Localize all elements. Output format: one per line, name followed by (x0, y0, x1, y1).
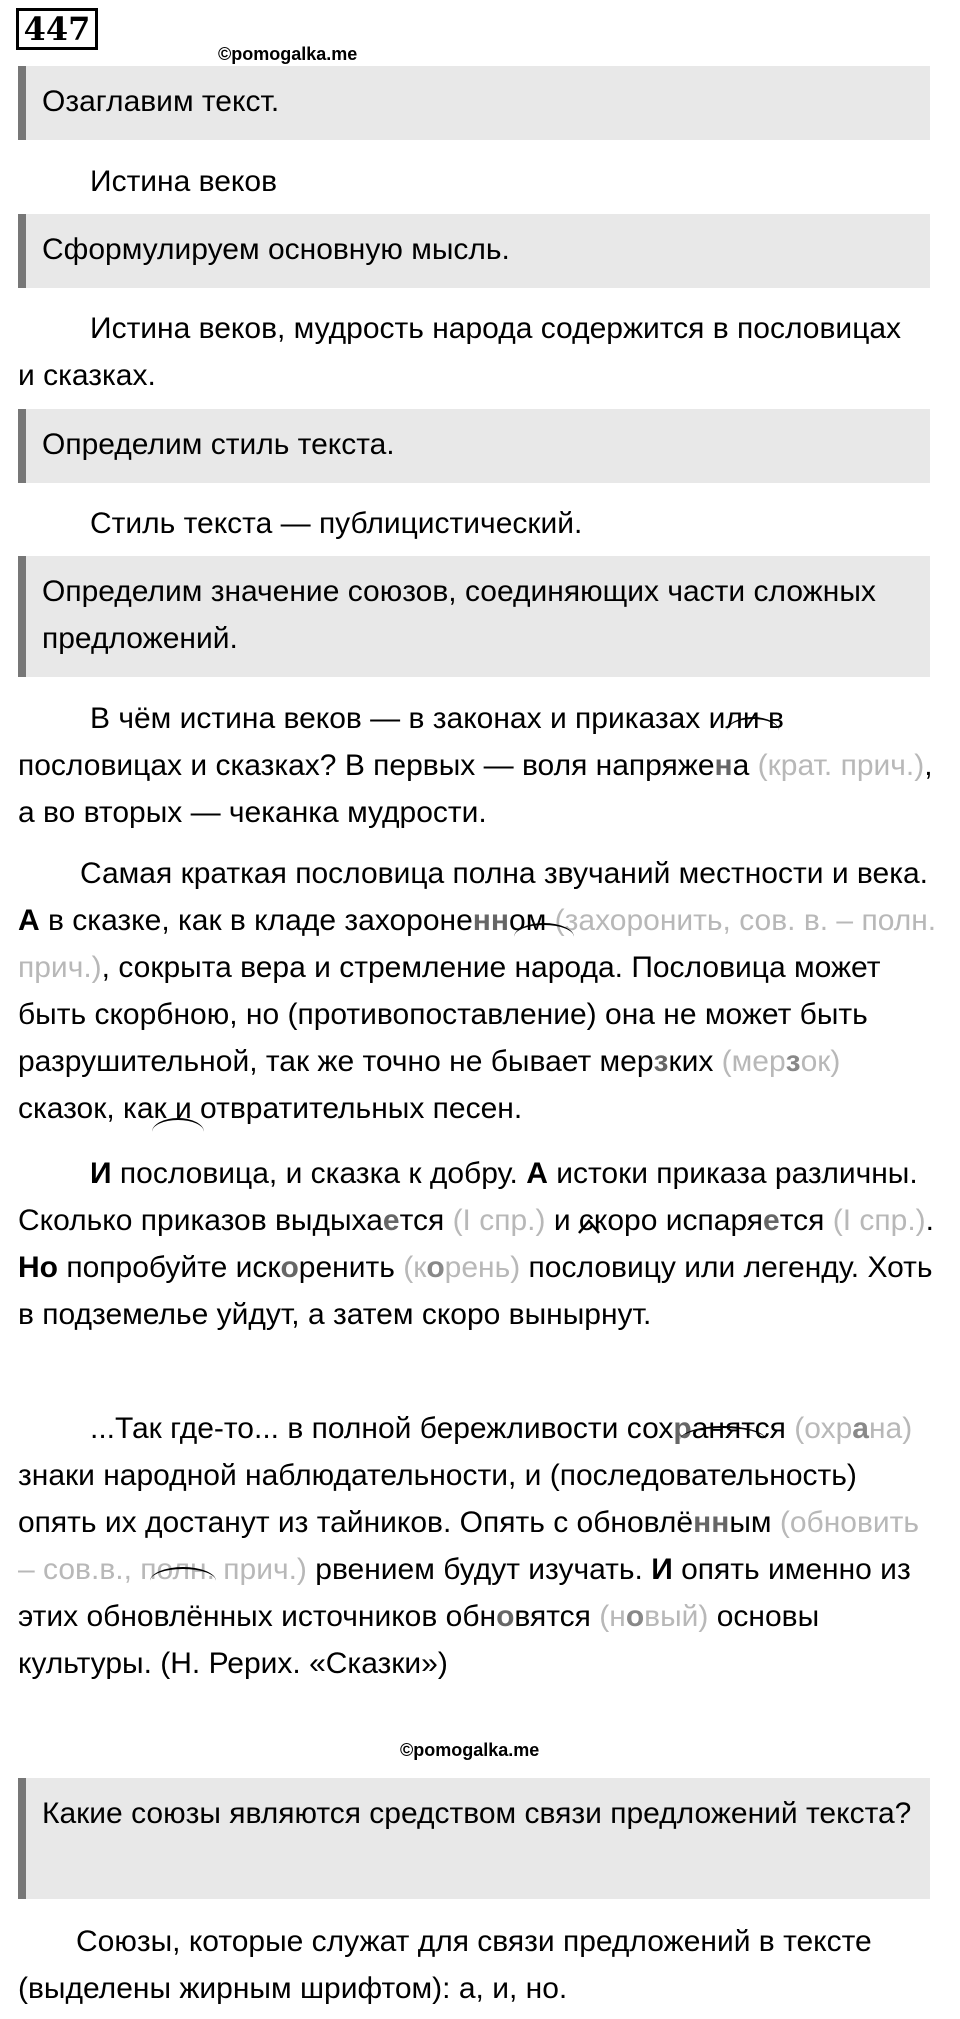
text-paragraph-2: Самая краткая пословица полна звучаний местности и века. А в сказке, как в кладе захороненном (захоронить, сов. в. – полн. прич.), сокрыта вера и стремление народа. Пословица может быть скорбною, но (противопоставление) она не может быть разрушительной, так же точно не бывает мерзких (мерзок) сказок, как и отвратительных песен. (18, 857, 937, 1125)
answer-style: Стиль текста — публицистический. (90, 507, 583, 540)
check-word: (корень) (394, 1251, 521, 1284)
spelling-letter: е (382, 1204, 400, 1237)
exercise-number: 447 (16, 8, 98, 50)
question-conjunctions (18, 556, 930, 677)
question-style (18, 409, 930, 483)
watermark-top: ©pomogalka.me (218, 44, 358, 64)
conjunction-i: и (524, 1459, 542, 1492)
text-paragraph-3: И пословица, и сказка к добру. А истоки приказа различны. Сколько приказов выдыхается (I спр.) и скоро испаряется (I спр.). Но попробуйте искоренить (корень) пословицу или легенду. Хоть в подземелье уйдут, а затем скоро вынырнут. (18, 1157, 934, 1331)
answer-main-idea: Истина веков, мудрость народа содержится в пословицах и сказках. (18, 312, 902, 392)
spelling-letter: е (763, 1204, 780, 1237)
watermark-bottom: ©pomogalka.me (400, 1740, 540, 1760)
spelling-letter: о (280, 1251, 299, 1284)
grammar-note: (I спр.) (444, 1204, 546, 1237)
answer-linking: Союзы, которые служат для связи предложений в тексте (выделены жирным шрифтом): а, и, но. (18, 1925, 872, 2005)
conjunction-ili: или (708, 702, 760, 735)
spelling-letters: нн (693, 1506, 730, 1539)
answer-title: Истина веков (90, 165, 278, 198)
text-paragraph-1: В чём истина веков — в законах и приказах или в пословицах и сказках? В первых — воля напряжена (крат. прич.), а во вторых — чеканка мудрости. (18, 702, 933, 829)
spelling-letter: з (653, 1045, 669, 1078)
conjunction-no: Но (18, 1251, 58, 1284)
check-word: (охрана) (785, 1412, 913, 1445)
conjunction-a: А (18, 904, 40, 937)
question-title-text: Озаглавим текст. (42, 85, 280, 118)
grammar-note: (крат. прич.) (749, 749, 925, 782)
question-main-idea-text: Сформулируем основную мысль. (42, 233, 510, 266)
grammar-note: (захоронить, сов. в. – полн. прич.) (18, 904, 937, 984)
spelling-letters: нн (472, 904, 510, 937)
spelling-letter: о (496, 1600, 515, 1633)
spelling-letter: н (714, 749, 733, 782)
conjunction-i: И (651, 1553, 673, 1586)
text-paragraph-4: ...Так где-то... в полной бережливости сохранятся (охрана) знаки народной наблюдательности, и (последовательность) опять их достанут из тайников. Опять с обновлённым (обновить – сов.в., полн. прич.) рвением будут изучать. И опять именно из этих обновлённых источников обновятся (новый) основы культуры. (Н. Рерих. «Сказки») (18, 1412, 920, 1680)
question-linking (18, 1778, 930, 1899)
question-title (18, 66, 930, 140)
conjunction-no: но (245, 998, 280, 1031)
question-style-text: Определим стиль текста. (42, 428, 395, 461)
grammar-note: (обновить – сов.в., полн. прич.) (18, 1506, 920, 1586)
question-main-idea (18, 214, 930, 288)
question-conjunctions-text: Определим значение союзов, соединяющих части сложных предложений. (42, 575, 876, 655)
spelling-letter: р (673, 1412, 692, 1445)
check-word: (мерзок) (713, 1045, 841, 1078)
check-word: (новый) (590, 1600, 709, 1633)
conjunction-i: И (90, 1157, 112, 1190)
question-linking-text: Какие союзы являются средством связи предложений текста? (42, 1797, 912, 1830)
ending-mark-icon (578, 1218, 600, 1234)
grammar-note: (I спр.) (824, 1204, 926, 1237)
conjunction-a: А (526, 1157, 548, 1190)
